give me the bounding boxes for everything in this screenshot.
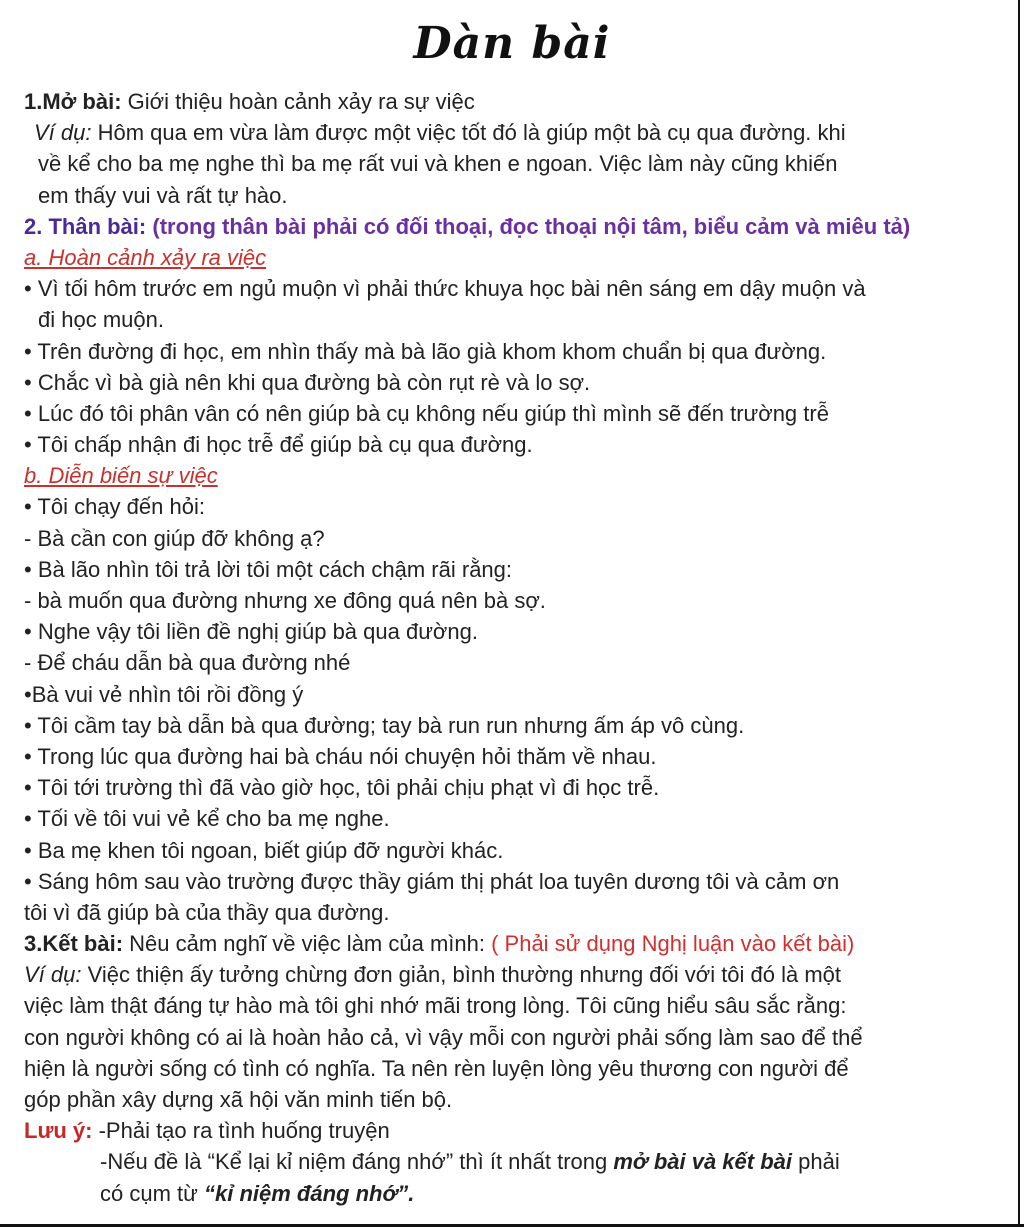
luu-y-text-1: -Phải tạo ra tình huống truyện <box>92 1118 390 1144</box>
mo-bai-line <box>24 86 994 117</box>
ket-bai-example-line-1 <box>24 959 994 990</box>
section-b-line-14: tôi vì đã giúp bà của thầy qua đường. <box>24 899 390 925</box>
mo-bai-example-text-1: Hôm qua em vừa làm được một việc tốt đó là giúp một bà cụ qua đường. khi <box>91 120 846 146</box>
luu-y-label: Lưu ý: <box>24 1118 93 1144</box>
ket-bai-example-label: Ví dụ: <box>24 962 82 988</box>
section-b-line-6: - Để cháu dẫn bà qua đường nhé <box>24 650 351 676</box>
section-b-line-2: - Bà cần con giúp đỡ không ạ? <box>24 525 325 551</box>
mo-bai-example-line-1 <box>24 117 994 148</box>
section-b-line-13: • Sáng hôm sau vào trường được thầy giám thị phát loa tuyên dương tôi và cảm ơn <box>24 868 840 894</box>
luu-y-line-2 <box>24 1146 994 1177</box>
section-b-line-3: • Bà lão nhìn tôi trả lời tôi một cách chậm rãi rằng: <box>24 556 513 582</box>
than-bai-note: (trong thân bài phải có đối thoại, đọc thoại nội tâm, biểu cảm và miêu tả) <box>152 213 911 239</box>
section-a-line-3: • Trên đường đi học, em nhìn thấy mà bà lão già khom khom chuẩn bị qua đường. <box>24 338 827 364</box>
ket-bai-example-line-4: hiện là người sống có tình có nghĩa. Ta nên rèn luyện lòng yêu thương con người để <box>24 1055 849 1081</box>
luu-y-line-3-a: có cụm từ <box>100 1180 204 1206</box>
section-b-line-4: - bà muốn qua đường nhưng xe đông quá nên bà sợ. <box>24 588 546 613</box>
section-b-line-1: • Tôi chạy đến hỏi: <box>24 494 205 520</box>
ket-bai-heading: 3.Kết bài: <box>24 931 124 957</box>
section-b-line-5: • Nghe vậy tôi liền đề nghị giúp bà qua đường. <box>24 619 478 645</box>
luu-y-line-1 <box>24 1115 994 1146</box>
than-bai-heading: 2. Thân bài: <box>24 213 147 239</box>
section-a-line-4: • Chắc vì bà già nên khi qua đường bà còn rụt rè và lo sợ. <box>24 369 591 395</box>
ket-bai-example-text-1: Việc thiện ấy tưởng chừng đơn giản, bình thường nhưng đối với tôi đó là một <box>81 962 842 988</box>
mo-bai-example-label: Ví dụ: <box>34 120 92 146</box>
ket-bai-example-line-3: con người không có ai là hoàn hảo cả, vì vậy mỗi con người phải sống làm sao để thể <box>24 1024 863 1050</box>
section-a-line-1: • Vì tối hôm trước em ngủ muộn vì phải thức khuya học bài nên sáng em dậy muộn và <box>24 276 866 302</box>
ket-bai-line <box>24 928 994 959</box>
section-b-line-11: • Tối về tôi vui vẻ kể cho ba mẹ nghe. <box>24 806 390 832</box>
section-b-line-10: • Tôi tới trường thì đã vào giờ học, tôi phải chịu phạt vì đi học trễ. <box>24 775 660 801</box>
page-border-right <box>1018 0 1020 1227</box>
section-a-heading-line <box>24 242 994 273</box>
ket-bai-example-line-5: góp phần xây dựng xã hội văn minh tiến bộ. <box>24 1087 453 1112</box>
mo-bai-text: Giới thiệu hoàn cảnh xảy ra sự việc <box>121 89 475 114</box>
section-b-line-8: • Tôi cầm tay bà dẫn bà qua đường; tay bà run run nhưng ấm áp vô cùng. <box>24 712 745 738</box>
section-b-line-7: •Bà vui vẻ nhìn tôi rồi đồng ý <box>24 681 304 707</box>
outline-content <box>24 86 994 1209</box>
section-a-line-6: • Tôi chấp nhận đi học trễ để giúp bà cụ qua đường. <box>24 432 533 458</box>
ket-bai-example-line-2: việc làm thật đáng tự hào mà tôi ghi nhớ mãi trong lòng. Tôi cũng hiểu sâu sắc rằng: <box>24 993 847 1019</box>
section-a-line-5: • Lúc đó tôi phân vân có nên giúp bà cụ không nếu giúp thì mình sẽ đến trường trễ <box>24 400 829 426</box>
mo-bai-example-line-3: em thấy vui và rất tự hào. <box>38 182 288 208</box>
luu-y-line-2-c: phải <box>792 1149 840 1175</box>
luu-y-line-3 <box>24 1178 994 1209</box>
section-a-heading: a. Hoàn cảnh xảy ra việc <box>24 244 267 270</box>
luu-y-line-3-b: “kỉ niệm đáng nhớ”. <box>203 1180 415 1206</box>
luu-y-line-2-b: mở bài và kết bài <box>613 1149 792 1175</box>
mo-bai-example-line-2: về kể cho ba mẹ nghe thì ba mẹ rất vui và khen e ngoan. Việc làm này cũng khiến <box>38 151 838 177</box>
section-a-line-2: đi học muộn. <box>38 307 164 333</box>
than-bai-line <box>24 211 994 242</box>
ket-bai-text: Nêu cảm nghĩ về việc làm của mình: <box>123 931 492 957</box>
section-b-heading: b. Diễn biến sự việc <box>24 463 218 489</box>
section-b-heading-line <box>24 460 994 491</box>
mo-bai-heading: 1.Mở bài: <box>24 89 122 114</box>
luu-y-line-2-a: -Nếu đề là “Kể lại kỉ niệm đáng nhớ” thì ít nhất trong <box>100 1149 614 1175</box>
page-title: Dàn bài <box>413 18 611 69</box>
section-b-line-12: • Ba mẹ khen tôi ngoan, biết giúp đỡ người khác. <box>24 837 504 863</box>
section-b-line-9: • Trong lúc qua đường hai bà cháu nói chuyện hỏi thăm về nhau. <box>24 743 657 769</box>
ket-bai-red-note: ( Phải sử dụng Nghị luận vào kết bài) <box>491 931 855 957</box>
